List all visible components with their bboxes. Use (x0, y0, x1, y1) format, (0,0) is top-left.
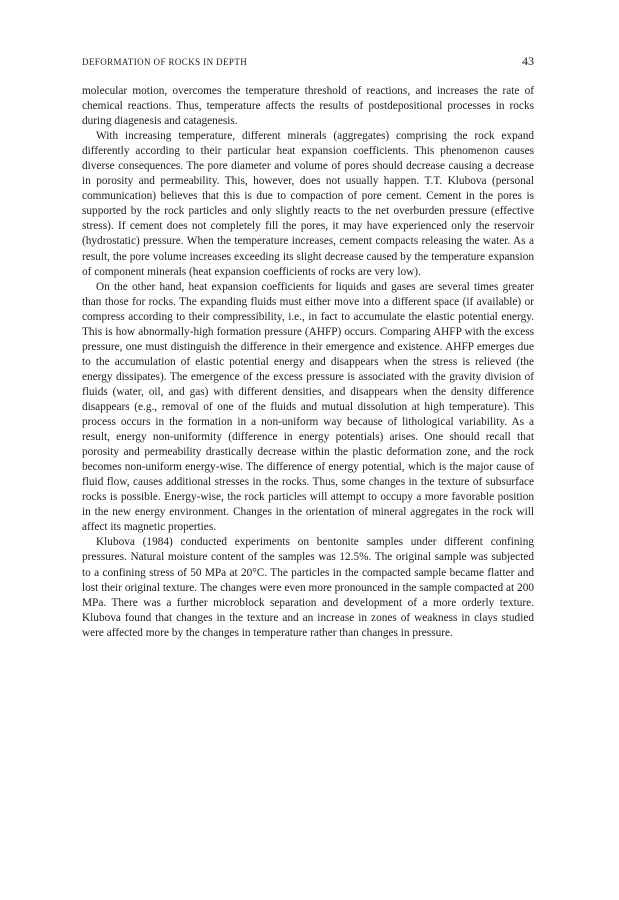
paragraph: molecular motion, overcomes the temperature threshold of reactions, and increases the rate of chemical reactions. Thus, temperature affects the results of postdepositional processes in rocks during diagenesis and catagenesis. (82, 85, 534, 128)
page-number: 43 (522, 54, 534, 68)
running-head (82, 54, 534, 76)
running-head-title: DEFORMATION OF ROCKS IN DEPTH (82, 57, 248, 67)
document-page (82, 54, 534, 641)
body-text (82, 84, 534, 641)
paragraph: With increasing temperature, different minerals (aggregates) comprising the rock expand differently according to their particular heat expansion coefficients. This phenomenon causes diverse consequences. The pore diameter and volume of pores should decrease causing a decrease in porosity and permeability. This, however, does not usually happen. T.T. Klubova (personal communication) believes that this is due to compaction of pore cement. Cement in the pores is supported by the rock particles and only slightly reacts to the net overburden pressure (effective stress). If cement does not completely fill the pores, it may have experienced only the reservoir (hydrostatic) pressure. When the temperature increases, cement compacts releasing the water. As a result, the pore volume increases exceeding its slight decrease caused by the temperature expansion of component minerals (heat expansion coefficients of rocks are very low). (82, 130, 534, 278)
paragraph: On the other hand, heat expansion coefficients for liquids and gases are several times greater than those for rocks. The expanding fluids must either move into a different space (if available) or compress according to their compressibility, i.e., in fact to accumulate the elastic potential energy. This is how abnormally-high formation pressure (AHFP) occurs. Comparing AHFP with the excess pressure, one must distinguish the difference in their emergence and existence. AHFP emerges due to the accumulation of elastic potential energy and disappears when the stress is relieved (the energy dissipates). The emergence of the excess pressure is associated with the gravity division of fluids (water, oil, and gas) with different densities, and disappears when the density difference disappears (e.g., removal of one of the fluids and mutual dissolution at high temperature). This process occurs in the formation in a non-uniform way because of lithological variability. As a result, energy non-uniformity (difference in energy potentials) arises. One should recall that porosity and permeability drastically decrease within the plastic deformation zone, and the rock becomes non-uniform energy-wise. The difference of energy potential, which is the major cause of fluid flow, causes additional stresses in the rocks. Thus, some changes in the texture of subsurface rocks is possible. Energy-wise, the rock particles will attempt to occupy a more favorable position in the new energy environment. Changes in the orientation of mineral aggregates in the rock will affect its magnetic properties. (82, 280, 534, 534)
paragraph: Klubova (1984) conducted experiments on bentonite samples under different confining pressures. Natural moisture content of the samples was 12.5%. The original sample was subjected to a confining stress of 50 MPa at 20°C. The particles in the compacted sample became flatter and lost their original texture. The changes were even more pronounced in the sample compacted at 200 MPa. There was a further microblock separation and development of a more orderly texture. Klubova found that changes in the texture and an increase in zones of weakness in clays studied were affected more by the changes in temperature rather than changes in pressure. (82, 536, 534, 639)
